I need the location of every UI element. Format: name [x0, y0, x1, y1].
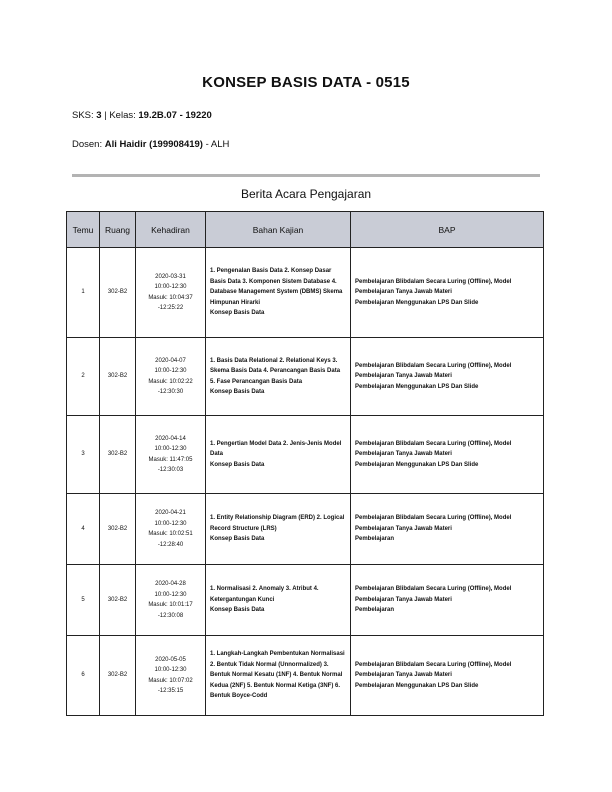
bap-table — [66, 211, 544, 716]
cell-bahan-kajian — [206, 636, 351, 716]
bap-line: Pembelajaran — [355, 607, 395, 614]
kehadiran-line: 2020-04-07 — [155, 357, 186, 364]
bap-line: Pembelajaran — [355, 536, 395, 543]
bap-line: Pembelajaran Tanya Jawab Materi — [355, 525, 452, 532]
column-header-temu: Temu — [67, 212, 100, 248]
kajian-line: 1. Basis Data Relational 2. Relational Keys 3. Skema Basis Data 4. Perancangan Basis Data 5. Fase Perancangan Basis Data — [210, 357, 341, 385]
cell-bahan-kajian — [206, 248, 351, 338]
table-header-row — [67, 212, 544, 248]
kajian-line: 1. Pengenalan Basis Data 2. Konsep Dasar Basis Data 3. Komponen Sistem Database 4. Database Management System (DBMS) Skema Himpunan Hirarki — [210, 268, 343, 306]
kajian-line: Konsep Basis Data — [210, 461, 265, 468]
kajian-line: 1. Entity Relationship Diagram (ERD) 2. Logical Record Structure (LRS) — [210, 515, 345, 532]
column-header-bahan-kajian: Bahan Kajian — [206, 212, 351, 248]
cell-ruang: 302-B2 — [100, 248, 136, 338]
kehadiran-line: Masuk: 10:02:51 — [148, 531, 193, 537]
kajian-line: 1. Langkah-Langkah Pembentukan Normalisasi 2. Bentuk Tidak Normal (Unnormalized) 3. Bentuk Normal Kesatu (1NF) 4. Bentuk Normal Kedua (2NF) 5. Bentuk Normal Ketiga (3NF) 6. Bentuk Boyce-Codd — [210, 651, 345, 700]
table-row — [67, 565, 544, 636]
cell-temu: 4 — [67, 494, 100, 565]
meta-separator: | — [104, 110, 107, 121]
kajian-line: Konsep Basis Data — [210, 389, 265, 395]
page-title: KONSEP BASIS DATA - 0515 — [202, 74, 410, 91]
bap-line: Pembelajaran Tanya Jawab Materi — [355, 672, 452, 679]
kehadiran-line: Masuk: 10:04:37 — [148, 294, 193, 301]
cell-temu: 2 — [67, 338, 100, 416]
cell-temu: 5 — [67, 565, 100, 636]
kehadiran-line: -12:35:15 — [157, 688, 184, 694]
kehadiran-line: Masuk: 10:01:17 — [148, 602, 193, 608]
kehadiran-line: Masuk: 11:47:05 — [148, 456, 193, 463]
cell-bahan-kajian — [206, 338, 351, 416]
cell-bap — [351, 338, 544, 416]
kajian-line: 1. Pengertian Model Data 2. Jenis-Jenis Model Data — [210, 440, 342, 458]
table-row — [67, 338, 544, 416]
cell-kehadiran — [136, 338, 206, 416]
kehadiran-line: -12:30:03 — [157, 467, 184, 473]
cell-ruang: 302-B2 — [100, 565, 136, 636]
divider — [72, 174, 540, 177]
column-header-ruang: Ruang — [100, 212, 136, 248]
kehadiran-line: 2020-04-21 — [155, 510, 186, 516]
cell-kehadiran — [136, 248, 206, 338]
cell-kehadiran — [136, 416, 206, 494]
dosen-code: - ALH — [205, 139, 230, 150]
bap-line: Pembelajaran Menggunakan LPS Dan Slide — [355, 682, 479, 689]
bap-line: Pembelajaran Tanya Jawab Materi — [355, 373, 452, 380]
cell-ruang: 302-B2 — [100, 636, 136, 716]
kehadiran-line: 10:00-12:30 — [154, 520, 187, 527]
course-meta — [72, 110, 212, 121]
cell-kehadiran — [136, 565, 206, 636]
bap-line: Pembelajaran Tanya Jawab Materi — [355, 451, 452, 458]
cell-bahan-kajian — [206, 494, 351, 565]
kelas-label: Kelas: — [109, 110, 136, 121]
sks-label: SKS: — [72, 110, 94, 121]
cell-bap — [351, 248, 544, 338]
table-row — [67, 416, 544, 494]
cell-temu: 3 — [67, 416, 100, 494]
cell-temu: 6 — [67, 636, 100, 716]
bap-line: Pembelajaran Blibdalam Secara Luring (Offline), Model — [355, 362, 512, 369]
bap-line: Pembelajaran Blibdalam Secara Luring (Offline), Model — [355, 586, 512, 593]
cell-bap — [351, 565, 544, 636]
kehadiran-line: 2020-03-31 — [155, 273, 186, 280]
bap-line: Pembelajaran Blibdalam Secara Luring (Offline), Model — [355, 661, 512, 668]
dosen-name: Ali Haidir (199908419) — [104, 139, 203, 150]
cell-bahan-kajian — [206, 416, 351, 494]
cell-ruang: 302-B2 — [100, 416, 136, 494]
bap-line: Pembelajaran Tanya Jawab Materi — [355, 289, 452, 296]
kehadiran-line: 2020-05-05 — [155, 656, 186, 663]
lecturer-meta — [72, 139, 229, 150]
cell-kehadiran — [136, 636, 206, 716]
kelas-value: 19.2B.07 - 19220 — [138, 110, 212, 121]
kehadiran-line: -12:25:22 — [157, 305, 184, 311]
cell-kehadiran — [136, 494, 206, 565]
kehadiran-line: 10:00-12:30 — [154, 368, 187, 374]
kehadiran-line: Masuk: 10:07:02 — [148, 677, 193, 684]
cell-bap — [351, 636, 544, 716]
kajian-line: Konsep Basis Data — [210, 310, 265, 317]
column-header-kehadiran: Kehadiran — [136, 212, 206, 248]
bap-line: Pembelajaran Blibdalam Secara Luring (Offline), Model — [355, 440, 512, 447]
cell-ruang: 302-B2 — [100, 494, 136, 565]
cell-bahan-kajian — [206, 565, 351, 636]
kehadiran-line: 10:00-12:30 — [154, 446, 187, 452]
table-body — [67, 248, 544, 716]
kehadiran-line: 10:00-12:30 — [154, 591, 187, 598]
kehadiran-line: -12:28:40 — [157, 541, 184, 548]
bap-line: Pembelajaran Menggunakan LPS Dan Slide — [355, 299, 479, 306]
kehadiran-line: -12:30:08 — [157, 612, 184, 619]
dosen-label: Dosen: — [72, 139, 103, 150]
kajian-line: Konsep Basis Data — [210, 536, 265, 543]
cell-temu: 1 — [67, 248, 100, 338]
cell-bap — [351, 416, 544, 494]
kehadiran-line: 10:00-12:30 — [154, 667, 187, 673]
bap-line: Pembelajaran Blibdalam Secara Luring (Offline), Model — [355, 515, 512, 522]
table-row — [67, 636, 544, 716]
table-row — [67, 248, 544, 338]
bap-line: Pembelajaran Blibdalam Secara Luring (Offline), Model — [355, 278, 512, 285]
kehadiran-line: 2020-04-14 — [155, 435, 186, 442]
kehadiran-line: Masuk: 10:02:22 — [148, 378, 193, 385]
kajian-line: Konsep Basis Data — [210, 607, 265, 614]
bap-line: Pembelajaran Menggunakan LPS Dan Slide — [355, 383, 479, 390]
kehadiran-line: 10:00-12:30 — [154, 284, 187, 290]
table-row — [67, 494, 544, 565]
kehadiran-line: 2020-04-28 — [155, 581, 186, 587]
cell-ruang: 302-B2 — [100, 338, 136, 416]
cell-bap — [351, 494, 544, 565]
section-title: Berita Acara Pengajaran — [240, 187, 372, 201]
kajian-line: 1. Normalisasi 2. Anomaly 3. Atribut 4. Ketergantungan Kunci — [210, 586, 319, 603]
column-header-bap: BAP — [351, 212, 544, 248]
sks-value: 3 — [96, 110, 102, 121]
bap-line: Pembelajaran Menggunakan LPS Dan Slide — [355, 461, 479, 468]
bap-line: Pembelajaran Tanya Jawab Materi — [355, 596, 452, 603]
kehadiran-line: -12:30:30 — [157, 389, 184, 395]
